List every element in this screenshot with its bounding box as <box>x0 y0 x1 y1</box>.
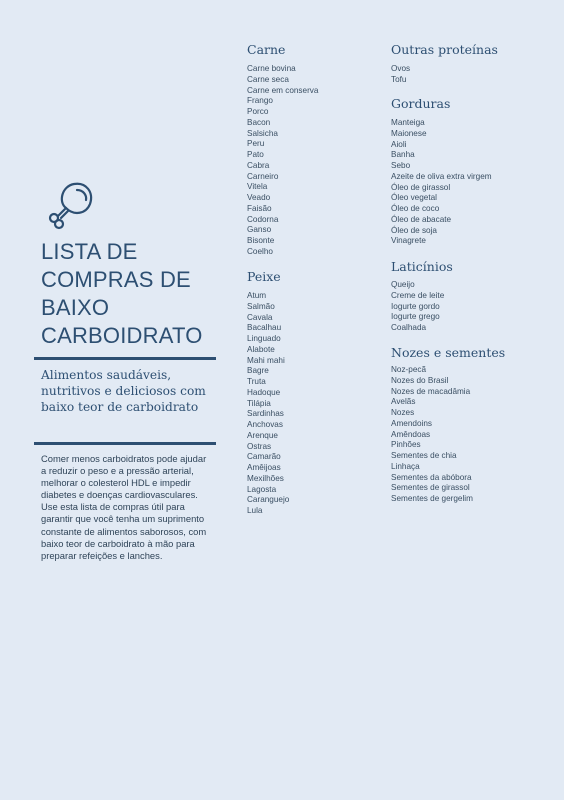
list-item: Bagre <box>247 366 269 376</box>
list-item: Tilápia <box>247 398 271 408</box>
list-item: Codorna <box>247 214 279 224</box>
list-item: Porco <box>247 107 269 116</box>
category-list-carne <box>247 64 318 258</box>
list-item: Lagosta <box>247 484 277 494</box>
list-item: Vitela <box>247 182 268 192</box>
list-item: Peru <box>247 139 265 149</box>
category-heading-laticinios: Laticínios <box>391 259 453 274</box>
list-item: Mahi mahi <box>247 355 285 365</box>
list-item: Coelho <box>247 246 273 256</box>
list-item: Óleo de coco <box>391 204 440 213</box>
list-item: Nozes <box>391 408 415 417</box>
list-item: Aioli <box>391 139 407 149</box>
list-item: Salmão <box>247 301 275 311</box>
list-item: Truta <box>247 377 266 386</box>
list-item: Iogurte grego <box>391 312 440 322</box>
list-item: Alabote <box>247 344 275 354</box>
list-item: Lula <box>247 506 263 515</box>
page-title <box>41 238 216 350</box>
title-line: LISTA DE <box>41 239 138 264</box>
category-heading-outras-proteinas: Outras proteínas <box>391 42 498 57</box>
list-item: Bisonte <box>247 236 275 245</box>
list-item: Carne em conserva <box>247 85 319 95</box>
list-item: Sardinhas <box>247 409 284 419</box>
list-item: Maionese <box>391 128 427 138</box>
list-item: Óleo de girassol <box>391 182 451 192</box>
category-list-peixe <box>247 291 289 517</box>
list-item: Pinhões <box>391 440 421 450</box>
list-item: Cabra <box>247 160 270 170</box>
list-item: Linguado <box>247 334 281 343</box>
list-item: Sementes de chia <box>391 451 457 460</box>
category-list-outras-proteinas <box>391 64 410 86</box>
subtitle: Alimentos saudáveis, nutritivos e deliciosos com baixo teor de carboidrato <box>41 368 206 414</box>
list-item: Sementes da abóbora <box>391 472 472 482</box>
list-item: Amendoins <box>391 418 432 428</box>
list-item: Carne bovina <box>247 64 296 73</box>
category-heading-gorduras: Gorduras <box>391 96 451 111</box>
category-list-laticinios <box>391 280 444 334</box>
list-item: Óleo de abacate <box>391 214 452 224</box>
list-item: Mexilhões <box>247 473 284 483</box>
list-item: Veado <box>247 193 271 202</box>
list-item: Iogurte gordo <box>391 301 440 311</box>
list-item: Creme de leite <box>391 290 445 300</box>
list-item: Camarão <box>247 452 281 462</box>
list-item: Faisão <box>247 203 272 213</box>
category-list-nozes <box>391 365 473 505</box>
list-item: Sementes de gergelim <box>391 494 473 503</box>
list-item: Atum <box>247 291 267 300</box>
list-item: Hadoque <box>247 387 281 397</box>
drumstick-icon <box>44 180 96 232</box>
list-item: Caranguejo <box>247 495 290 505</box>
intro-paragraph: Comer menos carboidratos pode ajudar a reduzir o peso e a pressão arterial, melhorar o colesterol HDL e impedir diabetes e doenças cardiovasculares. Use esta lista de compras útil para garantir que você tenha um suprimento constante de alimentos saborosos, com baixo teor de carboidrato à mão para preparar refeições e lanches. <box>41 453 207 561</box>
list-item: Salsicha <box>247 128 278 138</box>
list-item: Sementes de girassol <box>391 483 470 493</box>
list-item: Carneiro <box>247 171 279 181</box>
list-item: Tofu <box>391 74 407 84</box>
category-heading-carne: Carne <box>247 42 286 57</box>
list-item: Anchovas <box>247 420 283 429</box>
list-item: Pato <box>247 150 264 159</box>
list-item: Ovos <box>391 64 411 73</box>
list-item: Manteiga <box>391 118 425 127</box>
list-item: Óleo vegetal <box>391 193 437 203</box>
list-item: Nozes de macadâmia <box>391 386 471 396</box>
list-item: Bacalhau <box>247 323 282 333</box>
list-item: Vinagrete <box>391 236 426 246</box>
list-item: Queijo <box>391 280 415 289</box>
category-list-gorduras <box>391 118 492 247</box>
title-line: CARBOIDRATO <box>41 323 203 348</box>
list-item: Carne seca <box>247 74 289 84</box>
category-heading-peixe: Peixe <box>247 269 281 284</box>
list-item: Azeite de oliva extra virgem <box>391 171 492 181</box>
list-item: Ostras <box>247 441 272 451</box>
list-item: Sebo <box>391 161 411 170</box>
category-heading-nozes: Nozes e sementes <box>391 345 506 360</box>
list-item: Ganso <box>247 225 272 235</box>
divider <box>34 442 216 445</box>
list-item: Bacon <box>247 117 271 127</box>
list-item: Nozes do Brasil <box>391 375 449 385</box>
list-item: Avelãs <box>391 397 416 407</box>
title-line: COMPRAS DE <box>41 267 191 292</box>
list-item: Coalhada <box>391 323 427 332</box>
list-item: Amêijoas <box>247 463 281 472</box>
list-item: Arenque <box>247 430 278 440</box>
list-item: Óleo de soja <box>391 225 437 235</box>
divider <box>34 357 216 360</box>
list-item: Frango <box>247 96 273 106</box>
list-item: Noz-pecã <box>391 365 427 374</box>
list-item: Amêndoas <box>391 429 431 439</box>
title-line: BAIXO <box>41 295 110 320</box>
list-item: Banha <box>391 150 415 160</box>
list-item: Linhaça <box>391 461 420 471</box>
list-item: Cavala <box>247 312 273 322</box>
